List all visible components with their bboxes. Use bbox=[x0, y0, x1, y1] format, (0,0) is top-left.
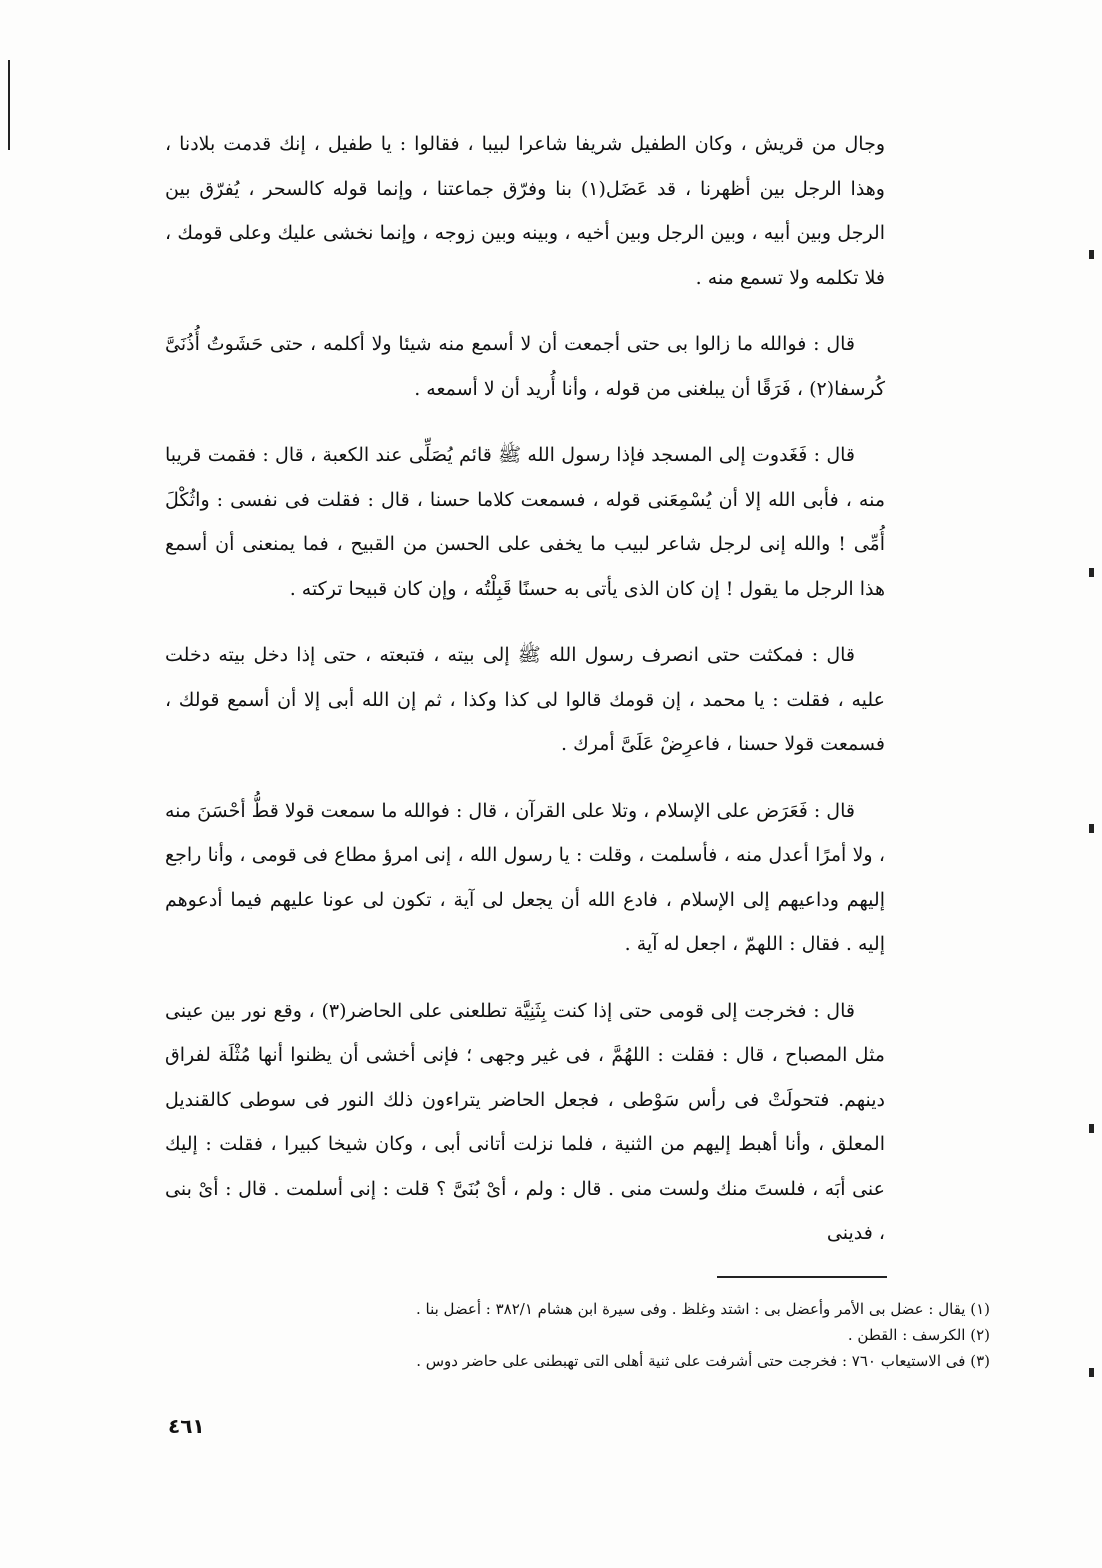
scan-edge-line bbox=[8, 60, 10, 150]
margin-mark bbox=[1089, 250, 1094, 259]
margin-mark bbox=[1089, 1124, 1094, 1133]
paragraph: قال : فوالله ما زالوا بى حتى أجمعت أن لا أسمع منه شيئا ولا أكلمه ، حتى حَشَوتُ أُذُنَىَّ كُرسفا(٢) ، فَرَقًا أن يبلغنى من قوله ، وأنا أُريد أن لا أسمعه . bbox=[165, 333, 885, 400]
margin-mark bbox=[1089, 824, 1094, 833]
paragraph: وجال من قريش ، وكان الطفيل شريفا شاعرا لبيبا ، فقالوا : يا طفيل ، إنك قدمت بلادنا ، وهذا الرجل بين أظهرنا ، قد عَضَل(١) بنا وفرّق جماعتنا ، وإنما قوله كالسحر ، يُفرّق بين الرجل وبين أبيه ، وبين الرجل وبين أخيه ، وبينه وبين زوجه ، وإنما نخشى عليك وعلى قومك ، فلا تكلمه ولا تسمع منه . bbox=[165, 133, 885, 289]
paragraph: قال : فمكثت حتى انصرف رسول الله ﷺ إلى بيته ، فتبعته ، حتى إذا دخل بيته دخلت عليه ، فقلت : يا محمد ، إن قومك قالوا لى كذا وكذا ، ثم إن الله أبى إلا أن أسمع قولك ، فسمعت قولا حسنا ، فاعرِضْ عَلَىَّ أمرك . bbox=[165, 644, 885, 755]
margin-mark bbox=[1089, 568, 1094, 577]
footnote-separator bbox=[717, 1276, 887, 1278]
footnotes bbox=[300, 1296, 990, 1374]
main-text bbox=[165, 122, 885, 1278]
margin-mark bbox=[1089, 1368, 1094, 1377]
page-number: ٤٦١ bbox=[168, 1414, 205, 1438]
footnote: (١) يقال : عضل بى الأمر وأعضل بى : اشتد وغلظ . وفى سيرة ابن هشام ٣٨٢/١ : أعضل بنا . bbox=[415, 1300, 990, 1318]
footnote: (٢) الكرسف : القطن . bbox=[847, 1326, 990, 1344]
paragraph: قال : فَغَدوت إلى المسجد فإذا رسول الله ﷺ قائم يُصَلِّى عند الكعبة ، قال : فقمت قريبا منه ، فأبى الله إلا أن يُسْمِعَنى قوله ، فسمعت كلاما حسنا ، قال : فقلت فى نفسى : واثُكْلَ أُمِّى ! والله إنى لرجل شاعر لبيب ما يخفى على الحسن من القبيح ، فما يمنعنى أن أسمع هذا الرجل ما يقول ! إن كان الذى يأتى به حسنًا قَبِلْتُه ، وإن كان قبيحا تركته . bbox=[165, 444, 885, 600]
paragraph: قال : فَعَرَض على الإسلام ، وتلا على القرآن ، قال : فوالله ما سمعت قولا قطُّ أحْسَنَ منه ، ولا أمرًا أعدل منه ، فأسلمت ، وقلت : يا رسول الله ، إنى امرؤ مطاع فى قومى ، وأنا راجع إليهم وداعيهم إلى الإسلام ، فادع الله أن يجعل لى آية ، تكون لى عونا عليهم فيما أدعوهم إليه . فقال : اللهمّ ، اجعل له آية . bbox=[165, 799, 885, 955]
paragraph: قال : فخرجت إلى قومى حتى إذا كنت بِثَنِيَّة تطلعنى على الحاضر(٣) ، وقع نور بين عينى مثل المصباح ، قال : فقلت : اللهُمَّ ، فى غير وجهى ؛ فإنى أخشى أن يظنوا أنها مُثْلَة لفراق دينهم. فتحولَتْ فى رأس سَوْطى ، فجعل الحاضر يتراءون ذلك النور فى سوطى كالقنديل المعلق ، وأنا أهبط إليهم من الثنية ، فلما نزلت أتانى أبى ، وكان شيخا كبيرا ، فقلت : إليك عنى أبَه ، فلستَ منك ولست منى . قال : ولم ، أىْ بُنَىَّ ؟ قلت : إنى أسلمت . قال : أىْ بنى ، فدينى bbox=[165, 999, 885, 1244]
footnote: (٣) فى الاستيعاب ٧٦٠ : فخرجت حتى أشرفت على ثنية أهلى التى تهبطنى على حاضر دوس . bbox=[416, 1352, 990, 1370]
